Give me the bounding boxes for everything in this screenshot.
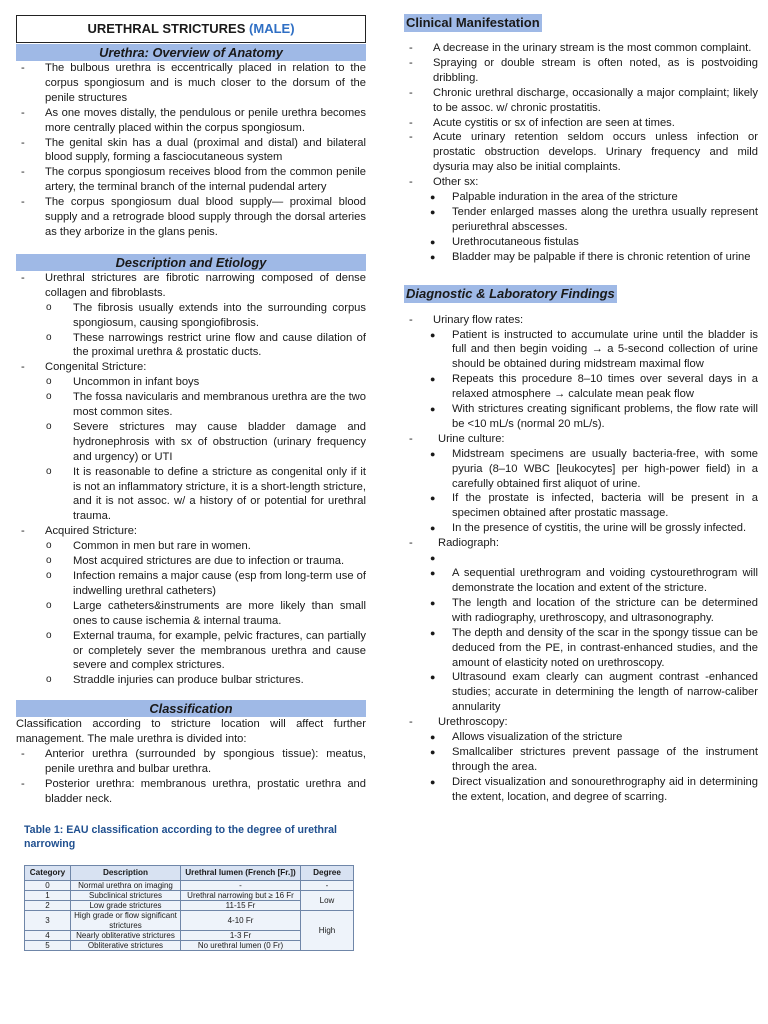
table-cell: 1 [25, 890, 71, 900]
table-cell: 4 [25, 930, 71, 940]
urethroscopy-list [404, 730, 758, 805]
table-cell: 3 [25, 911, 71, 930]
eau-classification-table [24, 865, 354, 951]
table-cell: Low [301, 890, 354, 910]
etiology-list [16, 271, 366, 301]
radiograph-group [404, 536, 758, 551]
list-item: ● Smallcaliber strictures prevent passage of the instrument through the area. [404, 745, 758, 775]
table-cell: - [301, 880, 354, 890]
list-item: ● Tender enlarged masses along the urethra usually represent periurethral abscesses. [404, 205, 758, 235]
urethroscopy-group [404, 715, 758, 730]
list-item: o Most acquired strictures are due to infection or trauma. [16, 554, 366, 569]
table-cell: 0 [25, 880, 71, 890]
manifestation-header: Clinical Manifestation [406, 15, 540, 30]
list-item: o Large catheters&instruments are more likely than small ones to cause ischemia & internal trauma. [16, 599, 366, 629]
list-item: o Uncommon in infant boys [16, 375, 366, 390]
urethroscopy-label: - Urethroscopy: [404, 715, 758, 730]
etiology-sublist [16, 301, 366, 361]
table-cell: 5 [25, 940, 71, 950]
list-item: o Common in men but rare in women. [16, 539, 366, 554]
table-cell: - [181, 880, 301, 890]
manifestation-list [404, 41, 758, 190]
list-item: - Acute urinary retention seldom occurs unless infection or prostatic obstruction develops. Urinary frequency and mild dysuria may also be initial complaints. [404, 130, 758, 175]
list-item: - The bulbous urethra is eccentrically placed in relation to the corpus spongiosum and is much closer to the dorsum of the penile structures [16, 61, 366, 106]
flow-list [404, 328, 758, 432]
list-item: ● Repeats this procedure 8–10 times over several days in a relaxed atmosphere → calculate mean peak flow [404, 372, 758, 402]
list-item [404, 551, 758, 566]
congenital-list [16, 375, 366, 524]
list-item: - Acute cystitis or sx of infection are seen at times. [404, 116, 758, 131]
table-row [25, 911, 354, 930]
list-item: - A decrease in the urinary stream is the most common complaint. [404, 41, 758, 56]
table-cell: Subclinical strictures [71, 890, 181, 900]
table-cell: High [301, 911, 354, 951]
congenital-label: - Congenital Stricture: [16, 360, 366, 375]
list-item: - Spraying or double stream is often noted, as is postvoiding dribbling. [404, 56, 758, 86]
list-item: o The fossa navicularis and membranous urethra are the two most common sites. [16, 390, 366, 420]
table-header: Category [25, 865, 71, 880]
congenital-group [16, 360, 366, 375]
list-item: ● In the presence of cystitis, the urine will be grossly infected. [404, 521, 758, 536]
list-item: - As one moves distally, the pendulous or penile urethra becomes more centrally placed within the corpus spongiosum. [16, 106, 366, 136]
list-item: ● Patient is instructed to accumulate urine until the bladder is full and then begin voiding → a 5-second collection of urine should be obtained during midstream maximal flow [404, 328, 758, 373]
culture-group [404, 432, 758, 447]
table-header: Description [71, 865, 181, 880]
classification-list [16, 747, 366, 807]
list-item: ● Direct visualization and sonourethrography aid in determining the extent, location, and degree of scarring. [404, 775, 758, 805]
right-column [404, 0, 758, 805]
table-cell: 2 [25, 901, 71, 911]
table-header: Urethral lumen (French [Fr.]) [181, 865, 301, 880]
list-item: ● The length and location of the stricture can be determined with radiography, urethroscopy, and ultrasonography. [404, 596, 758, 626]
table-cell: Nearly obliterative strictures [71, 930, 181, 940]
list-item: ● Allows visualization of the stricture [404, 730, 758, 745]
acquired-label: - Acquired Stricture: [16, 524, 366, 539]
list-item: - Chronic urethral discharge, occasionally a major complaint; likely to be assoc. w/ chronic prostatitis. [404, 86, 758, 116]
flow-group [404, 313, 758, 328]
table-cell: 11-15 Fr [181, 901, 301, 911]
etiology-intro: Urethral strictures are fibrotic narrowing composed of dense collagen and fibroblasts. [45, 271, 366, 299]
title-accent: (MALE) [249, 21, 295, 36]
table-cell: Obliterative strictures [71, 940, 181, 950]
list-item: - The genital skin has a dual (proximal and distal) and bilateral blood supply, forming a fasciocutaneous system [16, 136, 366, 166]
list-item: o Infection remains a major cause (esp from long-term use of indwelling urethral catheters) [16, 569, 366, 599]
table-row [25, 890, 354, 900]
list-item: ● Ultrasound exam clearly can augment contrast -enhanced studies; accurate in determining the length of narrow-caliber annularity [404, 670, 758, 715]
list-item: ● Urethrocutaneous fistulas [404, 235, 758, 250]
acquired-group [16, 524, 366, 539]
table-cell: 1-3 Fr [181, 930, 301, 940]
list-item: ● Midstream specimens are usually bacteria-free, with some pyuria (8–10 WBC [leukocytes] per high-power field) in a carefully obtained first aliquot of urine. [404, 447, 758, 492]
culture-label: - Urine culture: [404, 432, 758, 447]
anatomy-header: Urethra: Overview of Anatomy [16, 44, 366, 61]
list-item: - Posterior urethra: membranous urethra, prostatic urethra and bladder neck. [16, 777, 366, 807]
list-item: ● With strictures creating significant problems, the flow rate will be <10 mL/s (normal 20 mL/s). [404, 402, 758, 432]
list-item: o Straddle injuries can produce bulbar strictures. [16, 673, 366, 688]
list-item: ● Palpable induration in the area of the stricture [404, 190, 758, 205]
etiology-header: Description and Etiology [16, 254, 366, 271]
table-cell: Normal urethra on imaging [71, 880, 181, 890]
radiograph-label: - Radiograph: [404, 536, 758, 551]
document-title [16, 15, 366, 43]
list-item: o External trauma, for example, pelvic fractures, can partially or completely sever the membranous urethra and cause severe and complex strictures. [16, 629, 366, 674]
acquired-list [16, 539, 366, 688]
culture-list [404, 447, 758, 536]
flow-label: - Urinary flow rates: [404, 313, 758, 328]
list-item: - The corpus spongiosum dual blood supply— proximal blood supply and a retrograde blood supply through the dorsal arteries as they arborize in the glans penis. [16, 195, 366, 240]
table-cell: No urethral lumen (0 Fr) [181, 940, 301, 950]
diagnostics-header: Diagnostic & Laboratory Findings [406, 285, 615, 301]
list-item: o It is reasonable to define a stricture as congenital only if it is not an inflammatory stricture, it is a short-length stricture, and it is not assoc. w/ a history of or potential for urethral trauma. [16, 465, 366, 525]
table-caption: Table 1: EAU classification according to the degree of urethral narrowing [24, 823, 337, 850]
title-text: URETHRAL STRICTURES [87, 21, 246, 36]
classification-header: Classification [16, 700, 366, 717]
list-item: ● A sequential urethrogram and voiding cystourethrogram will demonstrate the location and extent of the stricture. [404, 566, 758, 596]
table-cell: Urethral narrowing but ≥ 16 Fr [181, 890, 301, 900]
list-item: ● The depth and density of the scar in the spongy tissue can be deduced from the PE, in contrast-enhanced studies, and the amount of elasticity noted on urethroscopy. [404, 626, 758, 671]
list-item: ● If the prostate is infected, bacteria will be present in a specimen obtained after prostatic massage. [404, 491, 758, 521]
table-cell: High grade or flow significant strictures [71, 911, 181, 930]
table-row [25, 880, 354, 890]
table-header: Degree [301, 865, 354, 880]
radiograph-list [404, 551, 758, 715]
left-column [16, 0, 366, 951]
other-sx-list [404, 190, 758, 265]
list-item [16, 271, 366, 301]
list-item: ● Bladder may be palpable if there is chronic retention of urine [404, 250, 758, 265]
table-cell: 4-10 Fr [181, 911, 301, 930]
classification-intro: Classification according to stricture location will affect further management. The male urethra is divided into: [16, 718, 366, 746]
list-item: o These narrowings restrict urine flow and cause dilation of the proximal urethra & prostatic ducts. [16, 331, 366, 361]
anatomy-list [16, 61, 366, 240]
list-item: - The corpus spongiosum receives blood from the common penile artery, the terminal branch of the internal pudendal artery [16, 165, 366, 195]
list-item: o Severe strictures may cause bladder damage and hydronephrosis with sx of obstruction (urinary frequency and urgency) or UTI [16, 420, 366, 465]
list-item: - Anterior urethra (surrounded by spongious tissue): meatus, penile urethra and bulbar urethra. [16, 747, 366, 777]
table-cell: Low grade strictures [71, 901, 181, 911]
list-item: o The fibrosis usually extends into the surrounding corpus spongiosum, causing spongiofibrosis. [16, 301, 366, 331]
other-sx-label: - Other sx: [404, 175, 758, 190]
